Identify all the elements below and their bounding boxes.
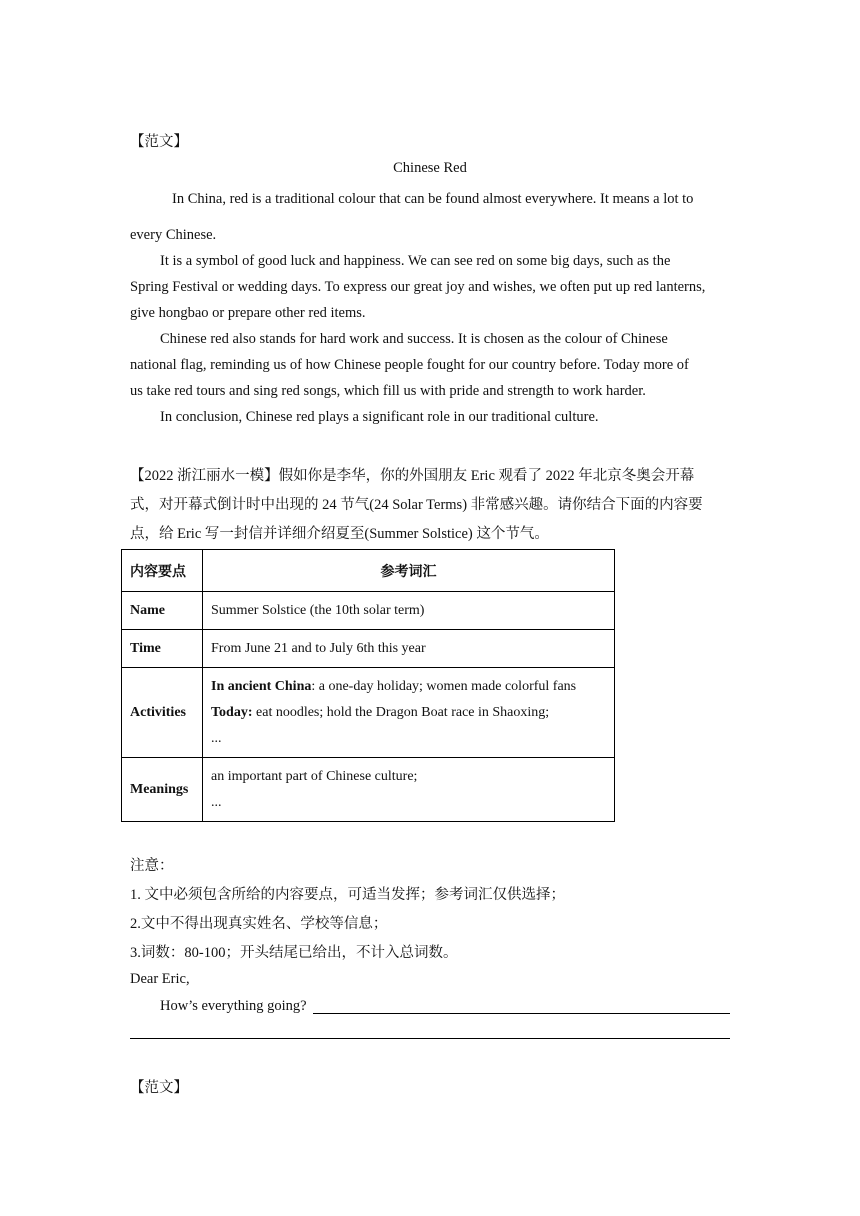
table-row — [122, 592, 615, 630]
header-key-points: 内容要点 — [122, 550, 203, 592]
essay-paragraph-4: In conclusion, Chinese red plays a significant role in our traditional culture. — [160, 409, 599, 425]
task-line-2: 式，对开幕式倒计时中出现的 24 节气(24 Solar Terms) 非常感兴趣。请你结合下面的内容要 — [130, 497, 703, 513]
header-reference-vocab: 参考词汇 — [203, 550, 615, 592]
activities-ellipsis: ... — [211, 730, 222, 746]
task-line-3: 点，给 Eric 写一封信并详细介绍夏至(Summer Solstice) 这个节气。 — [130, 526, 549, 542]
row-key-time: Time — [122, 630, 203, 668]
note-item-2: 2.文中不得出现真实姓名、学校等信息； — [130, 916, 388, 932]
table-row — [122, 630, 615, 668]
essay-paragraph-2-line-3: give hongbao or prepare other red items. — [130, 305, 366, 321]
essay-paragraph-2-line-1: It is a symbol of good luck and happiness. We can see red on some big days, such as the — [160, 253, 671, 269]
task-line-1: 【2022 浙江丽水一模】假如你是李华，你的外国朋友 Eric 观看了 2022 年北京冬奥会开幕 — [130, 468, 695, 484]
essay-paragraph-3-line-1: Chinese red also stands for hard work and success. It is chosen as the colour of Chinese — [160, 331, 668, 347]
activities-today-label: Today: — [211, 704, 253, 720]
row-key-name: Name — [122, 592, 203, 630]
meanings-ellipsis: ... — [211, 794, 222, 810]
activities-ancient-label: In ancient China — [211, 678, 312, 694]
row-value-meanings — [203, 758, 615, 822]
activities-ancient-text: : a one-day holiday; women made colorful fans — [311, 678, 577, 694]
table-row — [122, 758, 615, 822]
answer-line-1 — [313, 1013, 730, 1014]
model-essay-label: 【范文】 — [130, 134, 188, 150]
model-essay-label-2: 【范文】 — [130, 1080, 188, 1096]
notes-label: 注意： — [130, 858, 174, 874]
row-key-activities: Activities — [122, 668, 203, 758]
note-item-3: 3.词数：80-100；开头结尾已给出，不计入总词数。 — [130, 945, 458, 961]
reference-table — [121, 549, 615, 822]
essay-paragraph-3-line-3: us take red tours and sing red songs, which fill us with pride and strength to work harder. — [130, 383, 646, 399]
row-value-name: Summer Solstice (the 10th solar term) — [203, 592, 615, 630]
letter-greeting: Dear Eric, — [130, 971, 190, 987]
meanings-text: an important part of Chinese culture; — [211, 768, 418, 784]
table-header-row — [122, 550, 615, 592]
essay-paragraph-2-line-2: Spring Festival or wedding days. To express our great joy and wishes, we often put up red lanterns, — [130, 279, 706, 295]
letter-opening: How’s everything going? — [160, 998, 307, 1014]
essay-paragraph-1-line-1: In China, red is a traditional colour that can be found almost everywhere. It means a lot to — [172, 191, 694, 207]
table-row — [122, 668, 615, 758]
essay-paragraph-3-line-2: national flag, reminding us of how Chinese people fought for our country before. Today more of — [130, 357, 689, 373]
row-key-meanings: Meanings — [122, 758, 203, 822]
essay-title: Chinese Red — [393, 160, 467, 176]
essay-paragraph-1-line-2: every Chinese. — [130, 227, 217, 243]
row-value-activities — [203, 668, 615, 758]
answer-line-2 — [130, 1038, 730, 1039]
row-value-time: From June 21 and to July 6th this year — [203, 630, 615, 668]
note-item-1: 1. 文中必须包含所给的内容要点，可适当发挥；参考词汇仅供选择； — [130, 887, 565, 903]
activities-today-text: eat noodles; hold the Dragon Boat race in Shaoxing; — [252, 704, 550, 720]
